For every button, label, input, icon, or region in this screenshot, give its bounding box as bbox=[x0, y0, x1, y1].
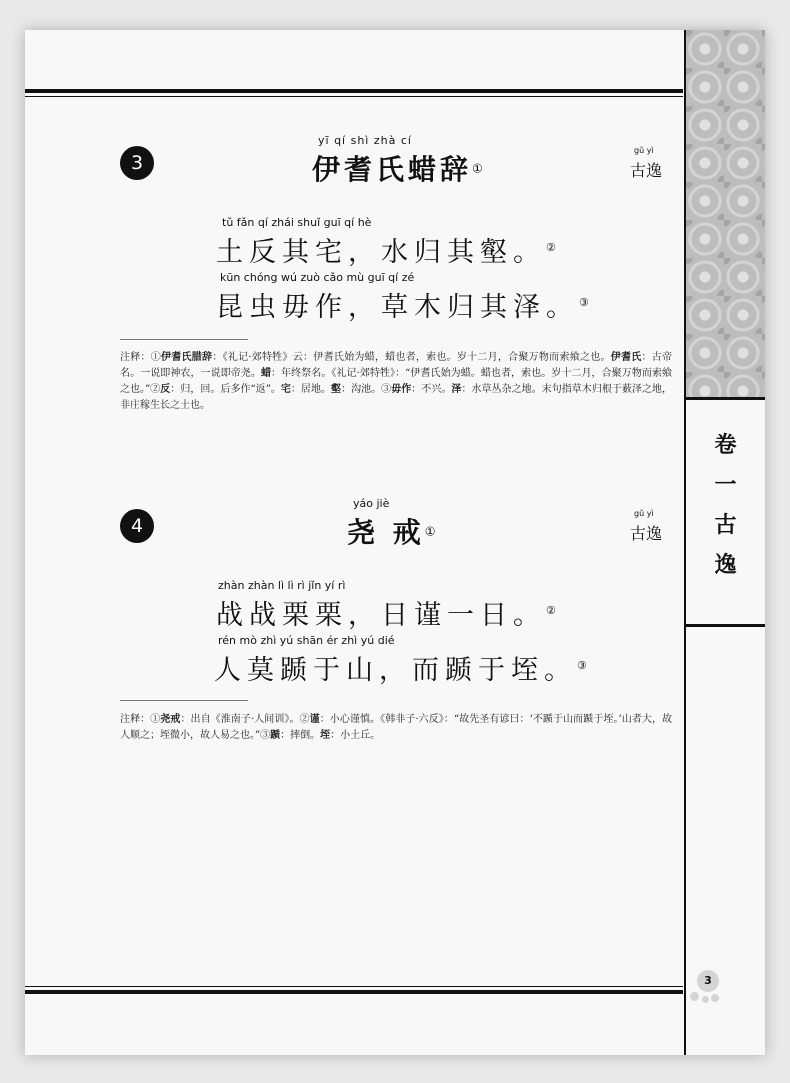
title-footnote-mark: ① bbox=[472, 161, 483, 176]
verse-line bbox=[216, 285, 589, 324]
note-text: ：居地。 bbox=[290, 384, 332, 395]
note-text: ：归，回。后多作“返”。 bbox=[170, 384, 281, 395]
note-keyword: 伊耆氏腊辞 bbox=[161, 352, 213, 363]
annotation-notes bbox=[120, 712, 672, 744]
verse-text: 战战栗栗，日谨一日。 bbox=[216, 600, 546, 631]
verse-pinyin: kūn chóng wú zuò cǎo mù guī qí zé bbox=[220, 271, 415, 284]
note-text: ：出自《淮南子·人间训》。② bbox=[180, 714, 310, 725]
note-keyword: 壑 bbox=[331, 384, 342, 395]
poem-source: 古逸 bbox=[630, 161, 663, 180]
sidebar-char: 古 bbox=[714, 512, 737, 538]
note-keyword: 尧戒 bbox=[160, 714, 181, 725]
verse-footnote-mark: ③ bbox=[579, 296, 589, 309]
note-text: ：小心谨慎。《韩非子·六反》：“故先圣有谚曰：‘不踬于山而踬于垤。’山者大，故人顺之；垤微小，故人易之也。”③ bbox=[120, 714, 673, 741]
poem-title-text: 伊耆氏蜡辞 bbox=[312, 153, 473, 186]
poem-title bbox=[347, 511, 436, 551]
note-keyword: 踬 bbox=[270, 730, 281, 741]
poem-number-badge: 4 bbox=[120, 509, 154, 543]
notes-divider bbox=[120, 700, 248, 701]
title-pinyin: yáo jiè bbox=[353, 497, 390, 510]
sidebar-char: 卷 bbox=[714, 432, 737, 458]
note-keyword: 伊耆氏 bbox=[610, 352, 642, 363]
verse-footnote-mark: ② bbox=[546, 241, 556, 254]
poem-title bbox=[312, 148, 483, 188]
verse-footnote-mark: ② bbox=[546, 604, 556, 617]
bottom-rule-thin bbox=[25, 986, 683, 987]
note-text: ：古帝名。一说即神农，一说即帝尧。 bbox=[120, 352, 673, 379]
note-text: 注释：① bbox=[120, 714, 161, 725]
source-pinyin: gǔ yì bbox=[634, 146, 654, 155]
sidebar-rule-bottom bbox=[686, 624, 765, 627]
verse-text: 昆虫毋作，草木归其泽。 bbox=[216, 292, 579, 323]
annotation-notes bbox=[120, 350, 672, 414]
sidebar-chapter-title bbox=[686, 432, 765, 592]
title-footnote-mark: ① bbox=[424, 524, 436, 539]
decorative-dot bbox=[690, 992, 699, 1001]
note-text: ：《礼记·郊特牲》云：伊耆氏始为蜡，蜡也者，索也。岁十二月，合聚万物而索飨之也。 bbox=[212, 352, 611, 363]
poem-title-text: 尧 戒 bbox=[347, 516, 425, 549]
decorative-dot bbox=[711, 994, 719, 1002]
note-text: ：年终祭名。《礼记·郊特牲》：“伊耆氏始为蜡。蜡也者，索也。岁十二月，合聚万物而索飨之也。”② bbox=[120, 368, 673, 395]
poem-source: 古逸 bbox=[630, 524, 663, 543]
top-rule bbox=[25, 89, 683, 93]
note-text: 注释：① bbox=[120, 352, 162, 363]
verse-pinyin: rén mò zhì yú shān ér zhì yú dié bbox=[218, 634, 395, 647]
verse-line bbox=[214, 648, 587, 687]
sidebar-rule-top bbox=[686, 397, 765, 400]
note-text: ：不兴。 bbox=[411, 384, 452, 395]
note-keyword: 蜡 bbox=[260, 368, 272, 379]
poem-number-badge: 3 bbox=[120, 146, 154, 180]
top-rule-thin bbox=[25, 96, 683, 97]
bottom-rule bbox=[25, 990, 683, 994]
note-keyword: 垤 bbox=[320, 730, 331, 741]
note-keyword: 谨 bbox=[309, 714, 320, 725]
note-text: ：小土丘。 bbox=[330, 730, 381, 741]
verse-pinyin: zhàn zhàn lì lì rì jǐn yí rì bbox=[218, 579, 346, 592]
verse-pinyin: tǔ fǎn qí zhái shuǐ guī qí hè bbox=[222, 216, 372, 229]
sidebar-char: 一 bbox=[714, 472, 737, 498]
note-text: ：沟池。③ bbox=[341, 384, 392, 395]
source-pinyin: gǔ yì bbox=[634, 509, 654, 518]
note-keyword: 反 bbox=[160, 384, 171, 395]
note-text: ：摔倒。 bbox=[280, 730, 321, 741]
verse-text: 土反其宅，水归其壑。 bbox=[216, 237, 546, 268]
note-keyword: 泽 bbox=[451, 384, 462, 395]
title-pinyin: yī qí shì zhà cí bbox=[318, 134, 412, 147]
note-text: ：水草丛杂之地。末句指草木归根于薮泽之地，非庄稼生长之土也。 bbox=[120, 384, 673, 411]
verse-text: 人莫踬于山，而踬于垤。 bbox=[214, 655, 577, 686]
page-number: 3 bbox=[697, 970, 719, 992]
verse-footnote-mark: ③ bbox=[577, 659, 587, 672]
verse-line bbox=[216, 593, 556, 632]
note-keyword: 宅 bbox=[280, 384, 291, 395]
notes-divider bbox=[120, 339, 248, 340]
sidebar-decorative-pattern bbox=[686, 30, 765, 398]
verse-line bbox=[216, 230, 556, 269]
note-keyword: 毋作 bbox=[391, 384, 412, 395]
decorative-dot bbox=[702, 996, 709, 1003]
sidebar-char: 逸 bbox=[714, 552, 737, 578]
